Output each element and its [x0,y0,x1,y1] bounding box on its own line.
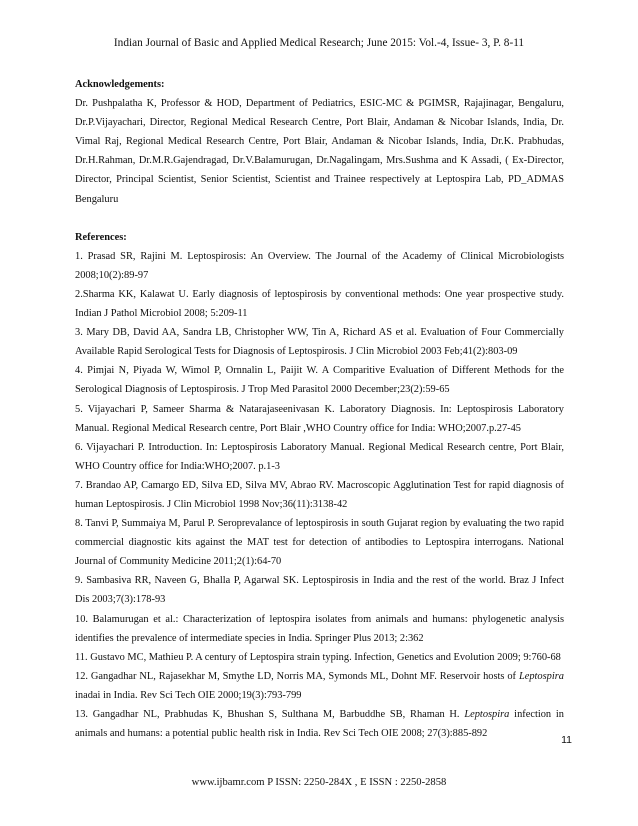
page-number: 11 [561,734,572,746]
references-list [75,247,564,743]
reference-item [75,438,564,476]
reference-item [75,705,564,743]
reference-item [75,361,564,399]
reference-text: 13. Gangadhar NL, Prabhudas K, Bhushan S, Sulthana M, Barbuddhe SB, Rhaman H. [75,709,465,720]
reference-text: 11. Gustavo MC, Mathieu P. A century of Leptospira strain typing. Infection, Genetics and Evolution 2009; 9:760-68 [75,651,561,663]
main-content [75,75,564,743]
reference-item [75,476,564,514]
reference-text: 5. Vijayachari P, Sameer Sharma & Natarajaseenivasan K. Laboratory Diagnosis. In: Leptospirosis Laboratory Manual. Regional Medical Research centre, Port Blair ,WHO Country office for India: WHO;2007.p.27-45 [75,403,564,434]
reference-text-continued: infection in animals and humans: a potential public health risk in India. Rev Sci Tech OIE 2008; 27(3):885-892 [75,709,564,740]
reference-item [75,247,564,285]
reference-item [75,648,564,667]
reference-item [75,285,564,323]
reference-item [75,400,564,438]
reference-item [75,667,564,705]
acknowledgements-heading: Acknowledgements: [75,79,165,90]
reference-text: 1. Prasad SR, Rajini M. Leptospirosis: An Overview. The Journal of the Academy of Clinical Microbiologists 2008;10(2):89-97 [75,250,564,281]
reference-text: 7. Brandao AP, Camargo ED, Silva ED, Silva MV, Abrao RV. Macroscopic Agglutination Test for rapid diagnosis of human Leptospirosis. J Clin Microbiol 1998 Nov;36(11):3138-42 [75,479,564,510]
reference-text: 4. Pimjai N, Piyada W, Wimol P, Ornnalin L, Paijit W. A Comparitive Evaluation of Different Methods for the Serological Diagnosis of Leptospirosis. J Trop Med Parasitol 2000 December;23(2):59-65 [75,365,564,396]
reference-item [75,514,564,571]
reference-text: 6. Vijayachari P. Introduction. In: Leptospirosis Laboratory Manual. Regional Medical Research centre, Port Blair, WHO Country office for India:WHO;2007. p.1-3 [75,441,564,472]
reference-text: 8. Tanvi P, Summaiya M, Parul P. Seroprevalance of leptospirosis in south Gujarat region by evaluating the two rapid commercial diagnostic kits against the MAT test for detection of antibodies to Leptospira interrogans. National Journal of Community Medicine 2011;2(1):64-70 [75,518,564,568]
reference-text: 2.Sharma KK, Kalawat U. Early diagnosis of leptospirosis by conventional methods: One year prospective study. Indian J Pathol Microbiol 2008; 5:209-11 [75,288,564,320]
reference-text: 10. Balamurugan et al.: Characterization of leptospira isolates from animals and humans: phylogenetic analysis identifies the prevalence of intermediate species in India. Springer Plus 2013; 2:362 [75,613,564,644]
reference-item [75,323,564,361]
reference-italic-text: Leptospira [518,670,564,682]
reference-text: 3. Mary DB, David AA, Sandra LB, Christopher WW, Tin A, Richard AS et al. Evaluation of Four Commercially Available Rapid Serological Tests for Diagnosis of Leptospirosis. J Clin Microbiol 2003 Feb;41(2):803-09 [75,327,564,358]
running-header: Indian Journal of Basic and Applied Medical Research; June 2015: Vol.-4, Issue- 3, P. 8-11 [113,37,525,49]
reference-italic-text: Leptospira [464,709,510,720]
references-heading: References: [75,231,127,243]
section-gap [75,209,564,228]
reference-item [75,610,564,648]
reference-item [75,571,564,609]
reference-text: 12. Gangadhar NL, Rajasekhar M, Smythe LD, Norris MA, Symonds ML, Dohnt MF. Reservoir hosts of [75,670,519,682]
running-footer: www.ijbamr.com P ISSN: 2250-284X , E ISSN : 2250-2858 [191,777,447,788]
acknowledgements-text: Dr. Pushpalatha K, Professor & HOD, Department of Pediatrics, ESIC-MC & PGIMSR, Rajajinagar, Bengaluru, Dr.P.Vijayachari, Director, Regional Medical Research Centre, Port Blair, Andaman & Nicobar Islands, India, Dr. Vimal Raj, Regional Medical Research Centre, Port Blair, Andaman & Nicobar Islands, India, Dr.K. Prabhudas, Dr.H.Rahman, Dr.M.R.Gajendragad, Dr.V.Balamurugan, Dr.Nagalingam, Mrs.Sushma and K Assadi, ( Ex-Director, Director, Principal Scientist, Senior Scientist, Scientist and Trainee respectively at Leptospira Lab, PD_ADMAS Bengaluru [75,98,564,205]
reference-text: 9. Sambasiva RR, Naveen G, Bhalla P, Agarwal SK. Leptospirosis in India and the rest of the world. Braz J Infect Dis 2003;7(3):178-93 [75,575,564,606]
reference-text-continued: inadai in India. Rev Sci Tech OIE 2000;19(3):793-799 [75,689,302,701]
